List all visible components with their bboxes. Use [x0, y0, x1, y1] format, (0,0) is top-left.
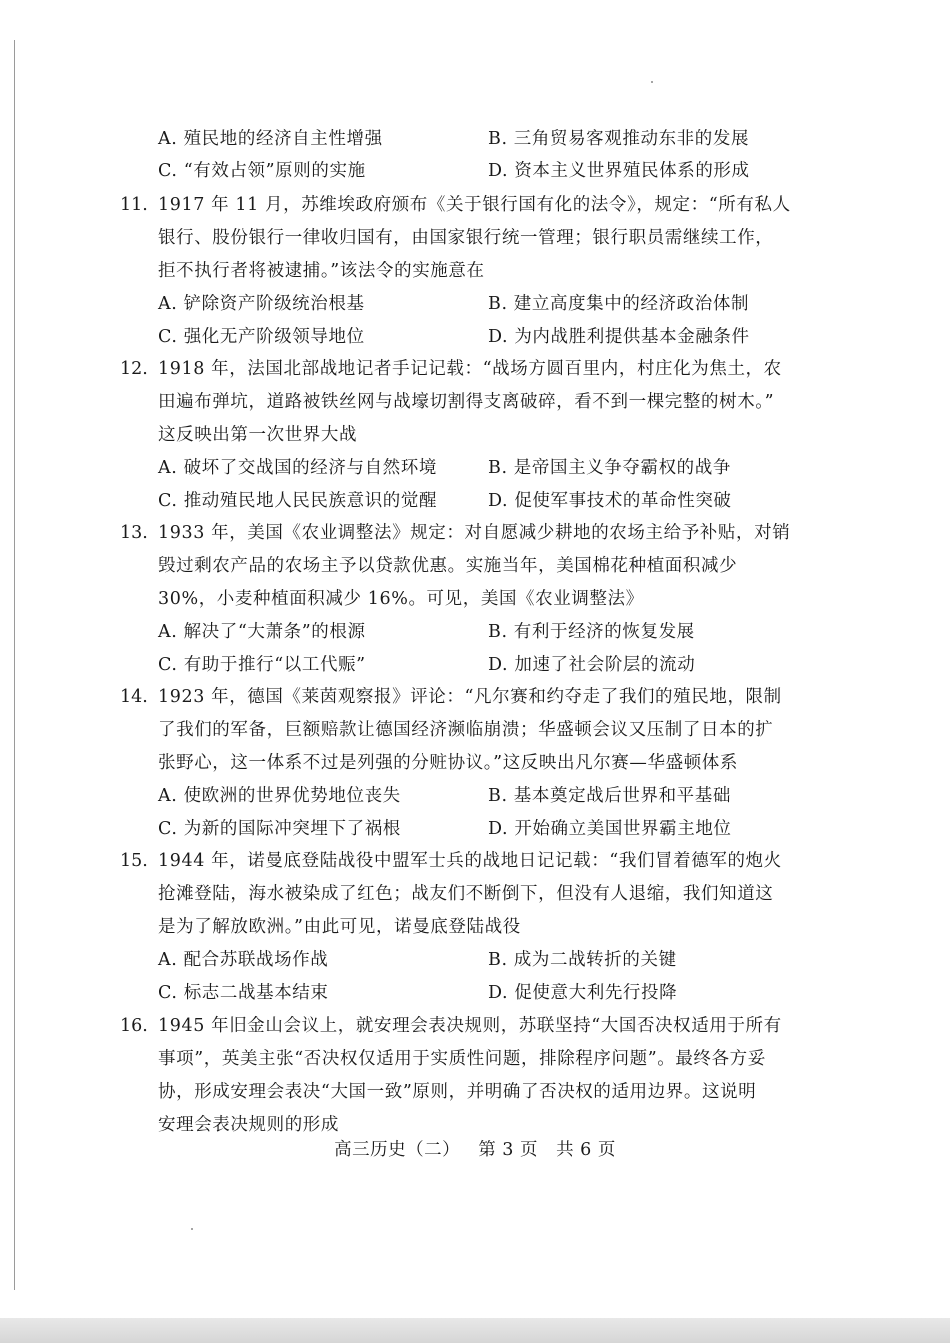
option-b: B. 基本奠定战后世界和平基础 — [488, 786, 731, 806]
option-c: C. 为新的国际冲突埋下了祸根 — [158, 819, 401, 839]
option-c: C. 推动殖民地人民民族意识的觉醒 — [158, 491, 438, 511]
page-footer — [0, 1138, 950, 1162]
option-a: A. 使欧洲的世界优势地位丧失 — [158, 786, 401, 806]
question-stem-line: 1918 年，法国北部战地记者手记记载：“战场方圆百里内，村庄化为焦土，农 — [158, 359, 782, 379]
option-a: A. 解决了“大萧条”的根源 — [158, 622, 366, 642]
question-stem-line: 抢滩登陆，海水被染成了红色；战友们不断倒下，但没有人退缩，我们知道这 — [158, 884, 774, 904]
question-stem-line: 1945 年旧金山会议上，就安理会表决规则，苏联坚持“大国否决权适用于所有 — [158, 1016, 782, 1036]
option-d: D. 为内战胜利提供基本金融条件 — [488, 327, 750, 347]
option-a: A. 配合苏联战场作战 — [158, 950, 329, 970]
option-d: D. 加速了社会阶层的流动 — [488, 655, 696, 675]
option-b: B. 是帝国主义争夺霸权的战争 — [488, 458, 731, 478]
question-number: 11. — [120, 195, 148, 215]
question-stem-line: 安理会表决规则的形成 — [158, 1115, 339, 1135]
question-stem-line: 拒不执行者将被逮捕。”该法令的实施意在 — [158, 261, 485, 281]
question-stem-line: 30%，小麦种植面积减少 16%。可见，美国《农业调整法》 — [158, 589, 644, 609]
footer-total-pages: 共 6 页 — [556, 1140, 616, 1160]
option-a: A. 殖民地的经济自主性增强 — [158, 129, 383, 149]
option-a: A. 铲除资产阶级统治根基 — [158, 294, 365, 314]
question-stem-line: 1944 年，诺曼底登陆战役中盟军士兵的战地日记记载：“我们冒着德军的炮火 — [158, 851, 782, 871]
question-stem-line: 银行、股份银行一律收归国有，由国家银行统一管理；银行职员需继续工作， — [158, 228, 774, 248]
question-stem-line: 田遍布弹坑，道路被铁丝网与战壕切割得支离破碎，看不到一棵完整的树木。” — [158, 392, 775, 412]
option-b: B. 有利于经济的恢复发展 — [488, 622, 695, 642]
footer-page-number: 第 3 页 — [478, 1140, 538, 1160]
option-c: C. “有效占领”原则的实施 — [158, 161, 366, 181]
question-stem-line: 1933 年，美国《农业调整法》规定：对自愿减少耕地的农场主给予补贴，对销 — [158, 523, 791, 543]
question-number: 16. — [120, 1016, 148, 1036]
question-stem-line: 毁过剩农产品的农场主予以贷款优惠。实施当年，美国棉花种植面积减少 — [158, 556, 738, 576]
question-stem-line: 协，形成安理会表决“大国一致”原则，并明确了否决权的适用边界。这说明 — [158, 1082, 757, 1102]
question-number: 14. — [120, 687, 148, 707]
option-b: B. 三角贸易客观推动东非的发展 — [488, 129, 750, 149]
option-c: C. 强化无产阶级领导地位 — [158, 327, 365, 347]
question-stem-line: 1917 年 11 月，苏维埃政府颁布《关于银行国有化的法令》，规定：“所有私人 — [158, 195, 791, 215]
question-stem-line: 张野心，这一体系不过是列强的分赃协议。”这反映出凡尔赛—华盛顿体系 — [158, 753, 738, 773]
footer-subject: 高三历史（二） — [334, 1140, 461, 1160]
option-c: C. 标志二战基本结束 — [158, 983, 329, 1003]
question-number: 12. — [120, 359, 148, 379]
question-number: 15. — [120, 851, 148, 871]
question-stem-line: 1923 年，德国《莱茵观察报》评论：“凡尔赛和约夺走了我们的殖民地，限制 — [158, 687, 782, 707]
question-stem-line: 是为了解放欧洲。”由此可见，诺曼底登陆战役 — [158, 917, 521, 937]
question-stem-line: 事项”，英美主张“否决权仅适用于实质性问题，排除程序问题”。最终各方妥 — [158, 1049, 766, 1069]
option-a: A. 破坏了交战国的经济与自然环境 — [158, 458, 437, 478]
question-stem-line: 了我们的军备，巨额赔款让德国经济濒临崩溃；华盛顿会议又压制了日本的扩 — [158, 720, 774, 740]
question-number: 13. — [120, 523, 148, 543]
option-c: C. 有助于推行“以工代赈” — [158, 655, 366, 675]
question-stem-line: 这反映出第一次世界大战 — [158, 425, 358, 445]
option-d: D. 促使意大利先行投降 — [488, 983, 678, 1003]
option-b: B. 建立高度集中的经济政治体制 — [488, 294, 750, 314]
option-d: D. 开始确立美国世界霸主地位 — [488, 819, 732, 839]
option-b: B. 成为二战转折的关键 — [488, 950, 677, 970]
option-d: D. 资本主义世界殖民体系的形成 — [488, 161, 750, 181]
option-d: D. 促使军事技术的革命性突破 — [488, 491, 732, 511]
